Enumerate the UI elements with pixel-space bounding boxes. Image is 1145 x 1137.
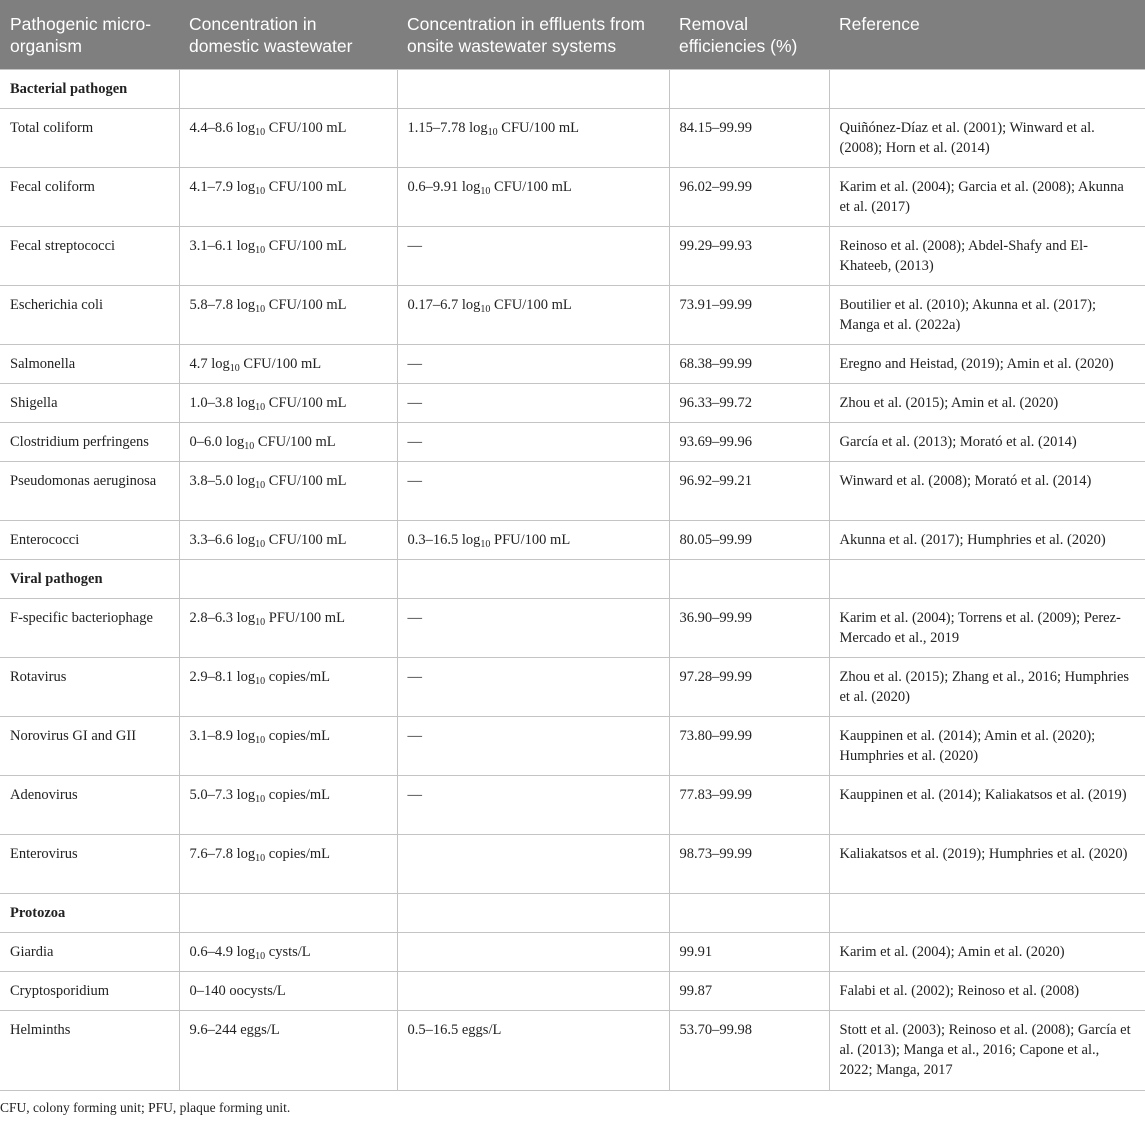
organism-name: F-specific bacteriophage <box>0 599 179 658</box>
reference: Zhou et al. (2015); Amin et al. (2020) <box>829 384 1145 423</box>
reference: Karim et al. (2004); Garcia et al. (2008); Akunna et al. (2017) <box>829 168 1145 227</box>
removal-efficiency: 68.38–99.99 <box>669 345 829 384</box>
table-row <box>0 599 1145 658</box>
organism-name: Adenovirus <box>0 776 179 835</box>
organism-name: Escherichia coli <box>0 286 179 345</box>
table-row <box>0 717 1145 776</box>
table-row <box>0 933 1145 972</box>
removal-efficiency: 96.33–99.72 <box>669 384 829 423</box>
removal-efficiency: 96.92–99.21 <box>669 462 829 521</box>
table-row <box>0 835 1145 894</box>
section-label: Protozoa <box>0 894 179 933</box>
domestic-concentration: 3.1–6.1 $\log_{10} CFU/100$ mL <box>179 227 397 286</box>
section-label: Bacterial pathogen <box>0 70 179 109</box>
organism-name: Clostridium perfringens <box>0 423 179 462</box>
effluent-concentration: 0.17–6.7 $\log_{10} CFU/100$ mL <box>397 286 669 345</box>
organism-name: Enterococci <box>0 521 179 560</box>
header-organism: Pathogenic micro-organism <box>0 0 179 70</box>
removal-efficiency: 99.87 <box>669 972 829 1011</box>
header-domestic-concentration: Concentration in domestic wastewater <box>179 0 397 70</box>
domestic-concentration: 0–140 oocysts/L <box>179 972 397 1011</box>
reference: Akunna et al. (2017); Humphries et al. (2020) <box>829 521 1145 560</box>
domestic-concentration: 0–6.0 $\log_{10} CFU/100$ mL <box>179 423 397 462</box>
domestic-concentration: 7.6–7.8 $\log_{10}$ copies/mL <box>179 835 397 894</box>
organism-name: Cryptosporidium <box>0 972 179 1011</box>
reference: Kaliakatsos et al. (2019); Humphries et al. (2020) <box>829 835 1145 894</box>
domestic-concentration: 2.8–6.3 $\log_{10} PFU/100$ mL <box>179 599 397 658</box>
table-row <box>0 345 1145 384</box>
table-row <box>0 521 1145 560</box>
domestic-concentration: 5.8–7.8 $\log_{10} CFU/100$ mL <box>179 286 397 345</box>
organism-name: Salmonella <box>0 345 179 384</box>
organism-name: Shigella <box>0 384 179 423</box>
reference: Kauppinen et al. (2014); Amin et al. (2020); Humphries et al. (2020) <box>829 717 1145 776</box>
domestic-concentration: 3.8–5.0 $\log_{10} CFU/100$ mL <box>179 462 397 521</box>
removal-efficiency: 36.90–99.99 <box>669 599 829 658</box>
removal-efficiency: 96.02–99.99 <box>669 168 829 227</box>
header-reference: Reference <box>829 0 1145 70</box>
table-row <box>0 168 1145 227</box>
reference: Falabi et al. (2002); Reinoso et al. (2008) <box>829 972 1145 1011</box>
table-row <box>0 658 1145 717</box>
organism-name: Rotavirus <box>0 658 179 717</box>
table-row <box>0 776 1145 835</box>
removal-efficiency: 93.69–99.96 <box>669 423 829 462</box>
effluent-concentration: 0.5–16.5 eggs/L <box>397 1011 669 1091</box>
organism-name: Total coliform <box>0 109 179 168</box>
table-header-row <box>0 0 1145 70</box>
section-row-bacterial <box>0 70 1145 109</box>
domestic-concentration: 4.1–7.9 $\log_{10} CFU/100$ mL <box>179 168 397 227</box>
removal-efficiency: 53.70–99.98 <box>669 1011 829 1091</box>
domestic-concentration: 9.6–244 eggs/L <box>179 1011 397 1091</box>
table-row <box>0 286 1145 345</box>
domestic-concentration: 3.1–8.9 $\log_{10}$ copies/mL <box>179 717 397 776</box>
table-row <box>0 109 1145 168</box>
table-row <box>0 423 1145 462</box>
effluent-concentration: — <box>397 423 669 462</box>
reference: Karim et al. (2004); Torrens et al. (2009); Perez-Mercado et al., 2019 <box>829 599 1145 658</box>
section-label: Viral pathogen <box>0 560 179 599</box>
table-row <box>0 227 1145 286</box>
table-footnote: CFU, colony forming unit; PFU, plaque forming unit. <box>0 1100 291 1115</box>
domestic-concentration: 2.9–8.1 $\log_{10}$ copies/mL <box>179 658 397 717</box>
organism-name: Fecal streptococci <box>0 227 179 286</box>
organism-name: Giardia <box>0 933 179 972</box>
removal-efficiency: 77.83–99.99 <box>669 776 829 835</box>
effluent-concentration <box>397 835 669 894</box>
reference: Quiñónez-Díaz et al. (2001); Winward et al. (2008); Horn et al. (2014) <box>829 109 1145 168</box>
reference: Stott et al. (2003); Reinoso et al. (2008); García et al. (2013); Manga et al., 2016; Capone et al., 2022; Manga, 2017 <box>829 1011 1145 1091</box>
removal-efficiency: 99.91 <box>669 933 829 972</box>
header-effluent-concentration: Concentration in effluents from onsite wastewater systems <box>397 0 669 70</box>
removal-efficiency: 99.29–99.93 <box>669 227 829 286</box>
effluent-concentration: 0.3–16.5 $\log_{10} PFU/100$ mL <box>397 521 669 560</box>
reference: Winward et al. (2008); Morató et al. (2014) <box>829 462 1145 521</box>
effluent-concentration: — <box>397 345 669 384</box>
header-removal-efficiency: Removal efficiencies (%) <box>669 0 829 70</box>
effluent-concentration: 1.15–7.78 $\log_{10} CFU/100$ mL <box>397 109 669 168</box>
domestic-concentration: 5.0–7.3 $\log_{10}$ copies/mL <box>179 776 397 835</box>
reference: Reinoso et al. (2008); Abdel-Shafy and El-Khateeb, (2013) <box>829 227 1145 286</box>
removal-efficiency: 73.80–99.99 <box>669 717 829 776</box>
domestic-concentration: 4.4–8.6 $\log_{10} CFU/100$ mL <box>179 109 397 168</box>
section-row-viral <box>0 560 1145 599</box>
effluent-concentration <box>397 933 669 972</box>
organism-name: Helminths <box>0 1011 179 1091</box>
effluent-concentration: — <box>397 599 669 658</box>
reference: Kauppinen et al. (2014); Kaliakatsos et al. (2019) <box>829 776 1145 835</box>
section-row-protozoa <box>0 894 1145 933</box>
table-row <box>0 384 1145 423</box>
table-row <box>0 972 1145 1011</box>
removal-efficiency: 80.05–99.99 <box>669 521 829 560</box>
removal-efficiency: 84.15–99.99 <box>669 109 829 168</box>
reference: Karim et al. (2004); Amin et al. (2020) <box>829 933 1145 972</box>
effluent-concentration: — <box>397 658 669 717</box>
reference: Zhou et al. (2015); Zhang et al., 2016; Humphries et al. (2020) <box>829 658 1145 717</box>
effluent-concentration: — <box>397 227 669 286</box>
effluent-concentration: — <box>397 384 669 423</box>
table-row <box>0 1011 1145 1091</box>
removal-efficiency: 98.73–99.99 <box>669 835 829 894</box>
reference: García et al. (2013); Morató et al. (2014) <box>829 423 1145 462</box>
effluent-concentration: — <box>397 776 669 835</box>
effluent-concentration: 0.6–9.91 $\log_{10} CFU/100$ mL <box>397 168 669 227</box>
organism-name: Fecal coliform <box>0 168 179 227</box>
domestic-concentration: 3.3–6.6 $\log_{10} CFU/100$ mL <box>179 521 397 560</box>
organism-name: Enterovirus <box>0 835 179 894</box>
reference: Boutilier et al. (2010); Akunna et al. (2017); Manga et al. (2022a) <box>829 286 1145 345</box>
effluent-concentration: — <box>397 462 669 521</box>
domestic-concentration: 4.7 $\log_{10} CFU/100$ mL <box>179 345 397 384</box>
table-row <box>0 462 1145 521</box>
domestic-concentration: 0.6–4.9 $\log_{10}$ cysts/L <box>179 933 397 972</box>
reference: Eregno and Heistad, (2019); Amin et al. (2020) <box>829 345 1145 384</box>
organism-name: Norovirus GI and GII <box>0 717 179 776</box>
effluent-concentration <box>397 972 669 1011</box>
removal-efficiency: 97.28–99.99 <box>669 658 829 717</box>
effluent-concentration: — <box>397 717 669 776</box>
organism-name: Pseudomonas aeruginosa <box>0 462 179 521</box>
domestic-concentration: 1.0–3.8 $\log_{10} CFU/100$ mL <box>179 384 397 423</box>
removal-efficiency: 73.91–99.99 <box>669 286 829 345</box>
